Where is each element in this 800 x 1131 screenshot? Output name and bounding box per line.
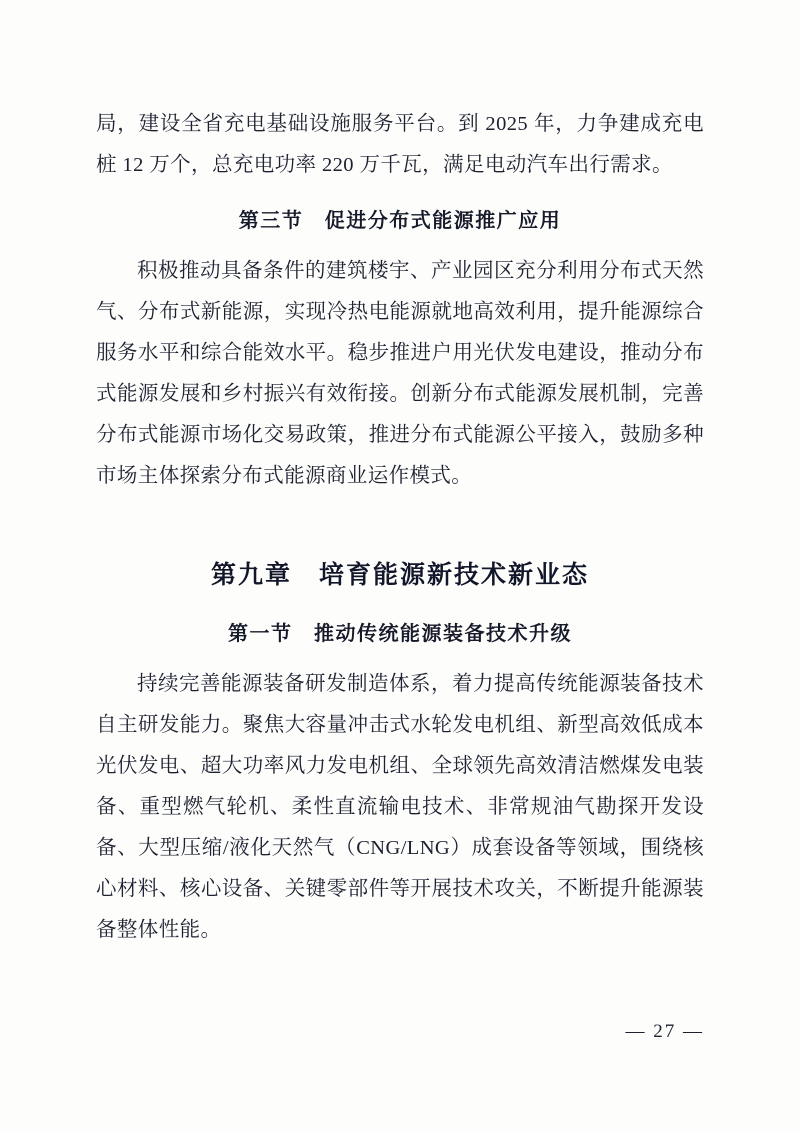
paragraph-equipment-upgrade: 持续完善能源装备研发制造体系，着力提高传统能源装备技术自主研发能力。聚焦大容量冲击式水轮发电机组、新型高效低成本光伏发电、超大功率风力发电机组、全球领先高效清洁燃煤发电装备、重型燃气轮机、柔性直流输电技术、非常规油气勘探开发设备、大型压缩/液化天然气（CNG/LNG）成套设备等领域，围绕核心材料、核心设备、关键零部件等开展技术攻关，不断提升能源装备整体性能。 bbox=[96, 673, 704, 941]
spacer bbox=[96, 497, 704, 555]
spacer bbox=[96, 186, 704, 204]
page-number: — 27 — bbox=[625, 1021, 704, 1042]
spacer bbox=[96, 646, 704, 664]
paragraph-continued: 局，建设全省充电基础设施服务平台。到 2025 年，力争建成充电桩 12 万个，总充电功率 220 万千瓦，满足电动汽车出行需求。 bbox=[96, 113, 704, 176]
spacer bbox=[96, 233, 704, 251]
paragraph-distributed-energy: 积极推动具备条件的建筑楼宇、产业园区充分利用分布式天然气、分布式新能源，实现冷热电能源就地高效利用，提升能源综合服务水平和综合能效水平。稳步推进户用光伏发电建设，推动分布式能源发展和乡村振兴有效衔接。创新分布式能源发展机制，完善分布式能源市场化交易政策，推进分布式能源公平接入，鼓励多种市场主体探索分布式能源商业运作模式。 bbox=[96, 260, 704, 487]
spacer bbox=[96, 591, 704, 617]
document-body bbox=[96, 104, 704, 951]
chapter-heading-nine: 第九章 培育能源新技术新业态 bbox=[210, 561, 589, 589]
section-heading-distributed-energy: 第三节 促进分布式能源推广应用 bbox=[238, 210, 562, 232]
section-heading-equipment-upgrade: 第一节 推动传统能源装备技术升级 bbox=[228, 623, 572, 645]
